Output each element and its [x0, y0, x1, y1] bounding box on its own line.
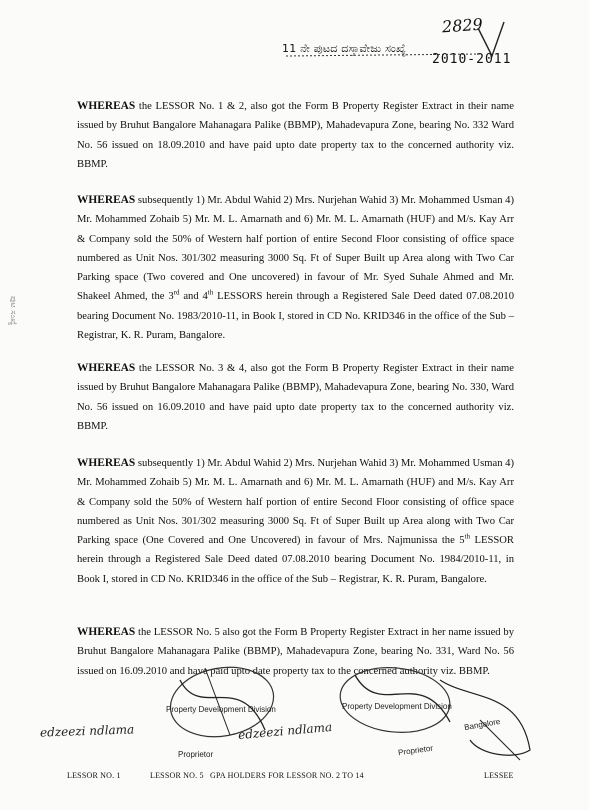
- gpa-holders-label: GPA HOLDERS FOR LESSOR NO. 2 TO 14: [210, 771, 364, 780]
- whereas-paragraph-5: WHEREAS the LESSOR No. 5 also got the Form B Property Register Extract in her name issued by Bruhut Bangalore Mahanagara Palike (BBMP), Mahadevapura Zone, bearing No. 331, Ward No. 56 issued on 16.09.2010 and have paid upto date property tax to the concerned authority viz. BBMP.: [77, 626, 514, 677]
- proprietor-label-left: Proprietor: [178, 750, 214, 759]
- whereas-lead: WHEREAS: [77, 362, 136, 374]
- whereas-paragraph-4: WHEREAS subsequently 1) Mr. Abdul Wahid 2) Mrs. Nurjehan Wahid 3) Mr. Mohammed Usman 4) Mr. Mohammed Zohaib 5) Mr. M. L. Amarnath and 6) Mr. M. L. Amarnath (HUF) and M/s. Kay Arr & Company sold the 50% of Western half portion of entire Second Floor consisting of office space numbered as Unit Nos. 301/302 measuring 3000 Sq. Ft of Super Built up Area along with Two Car Parking space (One Covered and One Uncovered) in favour of Mrs. Najmunissa the 5th LESSOR herein through a Registered Sale Deed dated 07.08.2010 bearing Document No. 1984/2010-11, in Book I, stored in CD No. KRID346 in the office of the Sub – Registrar, K. R. Puram, Bangalore.: [77, 457, 514, 585]
- stamp-year: 2010-2011: [432, 52, 512, 67]
- seal-text-left: Property Development Division: [166, 705, 276, 714]
- document-serial-number: 2829: [441, 14, 484, 37]
- margin-stamp-note: ಪುಟ ಸಂಖ್ಯೆ: [9, 296, 18, 326]
- lessor-1-signature: edzeezi ndlama: [39, 722, 135, 740]
- whereas-paragraph-3: WHEREAS the LESSOR No. 3 & 4, also got the Form B Property Register Extract in their name issued by Bruhut Bangalore Mahanagara Palike (BBMP), Mahadevapura Zone, bearing No. 330, Ward No. 56 issued on 16.09.2010 and have paid upto date property tax to the concerned authority viz. BBMP.: [77, 362, 514, 432]
- lessor-5-label: LESSOR NO. 5: [150, 771, 204, 780]
- lessor-1-label: LESSOR NO. 1: [67, 771, 121, 780]
- proprietor-label-right: Proprietor: [397, 743, 434, 758]
- stamp-underline: [282, 16, 512, 76]
- whereas-paragraph-1: WHEREAS the LESSOR No. 1 & 2, also got the Form B Property Register Extract in their name issued by Bruhut Bangalore Mahanagara Palike (BBMP), Mahadevapura Zone, bearing No. 332 Ward No. 56 issued on 18.09.2010 and have paid upto date property tax to the concerned authority viz. BBMP.: [77, 100, 514, 170]
- whereas-paragraph-2: WHEREAS subsequently 1) Mr. Abdul Wahid 2) Mrs. Nurjehan Wahid 3) Mr. Mohammed Usman 4) Mr. Mohammed Zohaib 5) Mr. M. L. Amarnath and 6) Mr. M. L. Amarnath (HUF) and M/s. Kay Arr & Company sold the 50% of Western half portion of entire Second Floor consisting of office space numbered as Unit Nos. 301/302 measuring 3000 Sq. Ft of Super Built up Area along with Two Car Parking space (Two covered and One uncovered) in favour of Mr. Syed Suhale Ahmed and Mr. Shakeel Ahmed, the 3rd and 4th LESSORS herein through a Registered Sale Deed dated 07.08.2010 bearing Document No. 1983/2010-11, in Book I, stored in CD No. KRID346 in the office of the Sub – Registrar, K. R. Puram, Bangalore.: [77, 194, 514, 342]
- page-stamp-line: 11 ನೇ ಪುಟದ ದಸ್ತಾವೇಜು ಸಂಖ್ಯೆ: [282, 42, 407, 55]
- lessee-label: LESSEE: [484, 771, 514, 780]
- whereas-lead: WHEREAS: [77, 194, 136, 206]
- seal-text-right: Property Development Division: [342, 702, 452, 711]
- signature-area: [0, 660, 589, 810]
- registration-stamp: [282, 16, 512, 76]
- whereas-lead: WHEREAS: [77, 626, 136, 638]
- gpa-holder-signature: edzeezi ndlama: [237, 719, 333, 743]
- seal-bangalore: Bangalore: [463, 716, 501, 733]
- whereas-lead: WHEREAS: [77, 100, 136, 112]
- whereas-lead: WHEREAS: [77, 457, 136, 469]
